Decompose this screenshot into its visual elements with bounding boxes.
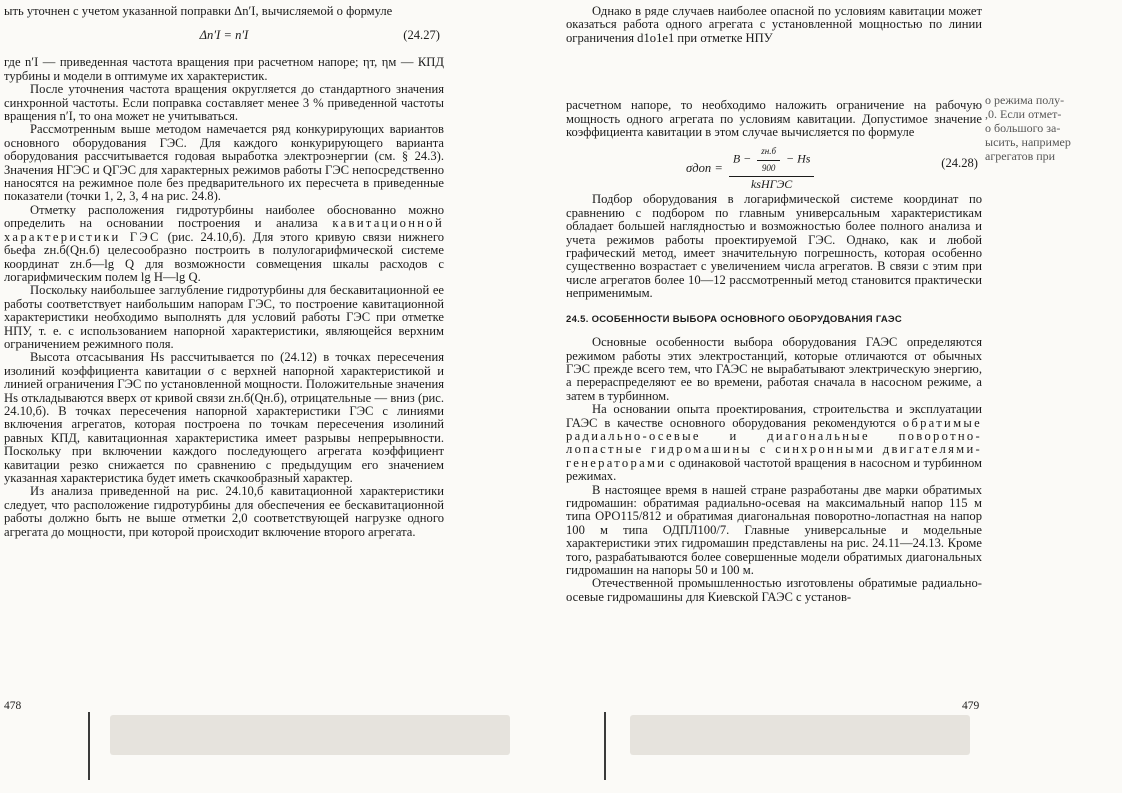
paragraph bbox=[566, 403, 982, 483]
numerator-part: − Hs bbox=[786, 152, 811, 167]
inner-denominator: 900 bbox=[761, 162, 776, 173]
bleed-through-right bbox=[630, 715, 970, 755]
formula-lhs: σдоп = bbox=[686, 160, 723, 175]
emphasized-term: кавитационной характеристики ГЭС bbox=[4, 216, 444, 244]
paragraph: Подбор оборудования в логарифмической системе координат по сравнению с подбором по главным универсальным характеристикам обладает большей наглядностью и возможностью более полного анализа и учета режимов работы проектируемой ГЭС. Однако, как и любой графический метод, имеет значительную погрешность, которая особенно существенно возрастает с увеличением числа агрегатов. В связи с этим при числе агрегатов более 10—12 рассмотренный метод становится практически неприменимым. bbox=[566, 192, 982, 301]
numerator-part: B − bbox=[732, 152, 752, 167]
paragraph: Поскольку наибольшее заглубление гидротурбины для бескавитационной ее работы соответствует наибольшим напорам ГЭС, то построение кавитационной характеристики необходимо выполнять для условий работы ГЭС при отметке НПУ, т. е. с использованием напорной характеристики, являющейся верхним ограничением режимного поля. bbox=[4, 283, 444, 351]
vertical-gap bbox=[566, 45, 982, 99]
paragraph: Основные особенности выбора оборудования ГАЭС определяются режимом работы этих электростанций, которые отличаются от обычных ГЭС прежде всего тем, что ГАЭС не вырабатывают электрическую энергию, а перераспределяют ее во времени, работая сначала в насосном режиме, а затем в турбинном. bbox=[566, 335, 982, 403]
bleed-line: о большого за- bbox=[985, 121, 1061, 135]
paragraph: расчетном напоре, то необходимо наложить ограничение на рабочую мощность одного агрегата по условиям кавитации. Допустимое значение коэффициента кавитации в этом случае вычисляется по формуле bbox=[566, 98, 982, 140]
formula-expression bbox=[686, 145, 814, 191]
bleed-line: агрегатов при bbox=[985, 149, 1056, 163]
page-number-left: 478 bbox=[4, 700, 22, 712]
page-number-right: 479 bbox=[962, 700, 980, 712]
paragraph: где n′I — приведенная частота вращения при расчетном напоре; ηт, ηм — КПД турбины и модели в оптимуме их характеристик. bbox=[4, 55, 444, 83]
paragraph: В настоящее время в нашей стране разработаны две марки обратимых гидромашин: обратимая радиально-осевая на максимальный напор 115 м типа ОРО115/812 и обратимая диагональная поворотно-лопастная на напор 100 м типа ОДПЛ100/7. Главные универсальные и модельные характеристики этих гидромашин представлены на рис. 24.11—24.13. Кроме того, разрабатываются более совершенные модели обратимых диагональных гидромашин на напоры 50 и 100 м. bbox=[566, 482, 982, 577]
formula-24-28 bbox=[566, 143, 982, 192]
paragraph: Отечественной промышленностью изготовлены обратимые радиально-осевые гидромашины для Киевской ГАЭС с установ- bbox=[566, 576, 982, 604]
paragraph: Из анализа приведенной на рис. 24.10,б кавитационной характеристики следует, что расположение гидротурбины для обеспечения ее бескавитационной работы должно быть не выше отметки 2,0 соответствующей нагрузке одного агрегата до мощности, при которой происходит включение второго агрегата. bbox=[4, 484, 444, 539]
text-run: На основании опыта проектирования, строительства и эксплуатации ГАЭС в качестве основного оборудования рекомендуются bbox=[566, 402, 982, 430]
paragraph: Рассмотренным выше методом намечается ряд конкурирующих вариантов основного оборудования ГЭС. Для каждого конкурирующего варианта оборудования рассчитывается годовая выработка электроэнергии (см. § 24.3). Значения HГЭС и QГЭС для характерных режимов работы ГЭС непосредственно наносятся на режимное поле без предварительного их пересчета в приведенные показатели (точки 1, 2, 3, 4 на рис. 24.8). bbox=[4, 122, 444, 204]
formula-denominator: ksHГЭС bbox=[750, 177, 793, 192]
paragraph: ыть уточнен с учетом указанной поправки Δn′I, вычисляемой о формуле bbox=[4, 4, 393, 18]
section-heading: 24.5. ОСОБЕННОСТИ ВЫБОРА ОСНОВНОГО ОБОРУДОВАНИЯ ГАЭС bbox=[566, 313, 903, 325]
formula-number: (24.27) bbox=[403, 28, 440, 43]
gutter-line-left bbox=[88, 712, 90, 780]
paragraph bbox=[4, 204, 444, 284]
text-run: с одинаковой частотой вращения в насосном и турбинном режимах. bbox=[566, 455, 982, 484]
formula-number: (24.28) bbox=[941, 156, 978, 171]
text-run: (рис. 24.10,б). Для этого кривую связи нижнего бьефа zн.б(Qн.б) целесообразно построить в полулогарифмической системе координат zн.б—lg Q для возможности совмещения шкалы расходов с логарифмическим полем lg H—lg Q. bbox=[4, 229, 444, 284]
bleed-line: ысить, например bbox=[985, 135, 1071, 149]
emphasized-term: обратимые радиально-осевые и диагональные поворотно-лопастные гидромашины с синхронными двигателями-генераторами bbox=[566, 415, 982, 470]
gutter-line-right bbox=[604, 712, 606, 780]
inner-fraction bbox=[757, 145, 780, 175]
bleed-through-left bbox=[110, 715, 510, 755]
text-run: Отметку расположения гидротурбины наиболее обоснованно можно определить на основании построения и анализа bbox=[4, 202, 444, 231]
bleed-line: о режима полу- bbox=[985, 93, 1065, 107]
formula-numerator bbox=[729, 145, 815, 177]
paragraph: Однако в ряде случаев наиболее опасной по условиям кавитации может оказаться работа одного агрегата с установленной мощностью по линии ограничения d1o1e1 при отметке НПУ bbox=[566, 4, 982, 45]
bleed-line: ,0. Если отмет- bbox=[985, 107, 1062, 121]
formula-24-27 bbox=[4, 22, 444, 52]
inner-numerator: zн.б bbox=[757, 145, 780, 160]
formula-fraction bbox=[729, 145, 815, 191]
paragraph: После уточнения частота вращения округляется до стандартного значения синхронной частоты. Если поправка составляет менее 3 % приведенной частоты вращения n′I, то она может не учитываться. bbox=[4, 82, 444, 124]
left-column bbox=[4, 5, 444, 539]
right-column bbox=[566, 5, 982, 604]
formula-expression: Δn′I = n′I bbox=[199, 28, 249, 43]
paragraph: Высота отсасывания Hs рассчитывается по (24.12) в точках пересечения изолиний коэффициента кавитации σ с верхней напорной характеристикой и линией ограничения ГЭС по установленной мощности. Положительные значения Hs откладываются вверх от кривой связи zн.б(Qн.б), отрицательные — вниз (рис. 24.10,б). В точках пересечения напорной характеристики ГЭС с линиями включения агрегатов, которая построена по точкам пересечения изолиний равных КПД, кавитационная характеристика имеет разрывы непрерывности. Поскольку при включении каждого последующего агрегата коэффициент кавитации резко снижается по сравнению с предыдущим его значением указанная характеристика будет иметь скачкообразный характер. bbox=[4, 350, 444, 485]
